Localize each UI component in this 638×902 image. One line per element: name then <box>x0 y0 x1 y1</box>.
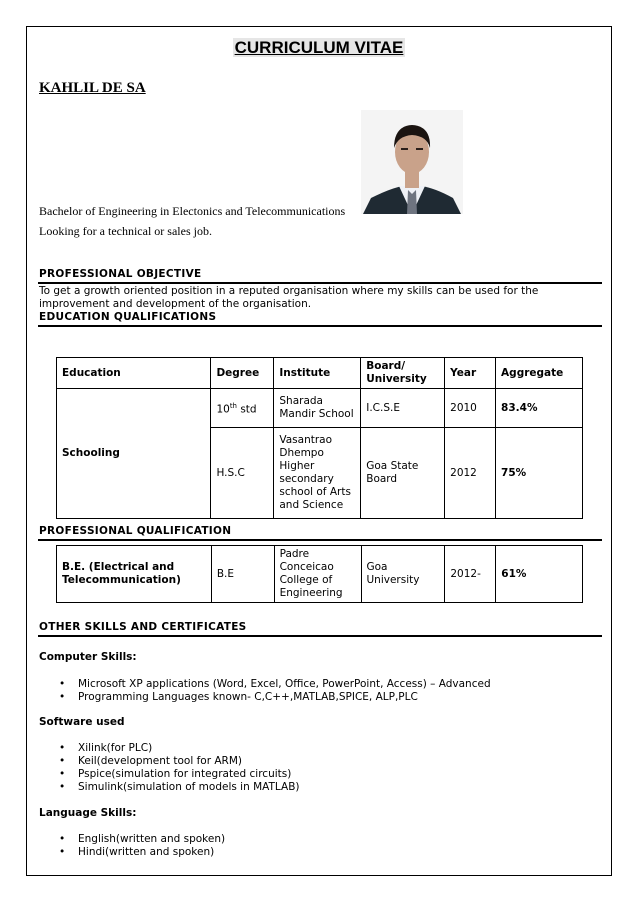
other-skills-heading: OTHER SKILLS AND CERTIFICATES <box>39 621 247 633</box>
language-list <box>59 833 225 859</box>
professional-qualification-heading: PROFESSIONAL QUALIFICATION <box>39 525 232 537</box>
software-list <box>59 742 300 794</box>
language-skills-heading: Language Skills: <box>39 807 137 819</box>
table-row <box>57 389 583 428</box>
list-item: • Xilink(for PLC) <box>59 742 300 755</box>
aggregate-cell: 75% <box>496 428 583 519</box>
board-cell: Goa University <box>361 546 445 603</box>
list-item: • Programming Languages known- C,C++,MATLAB,SPICE, ALP,PLC <box>59 691 491 704</box>
aggregate-cell: 61% <box>496 546 583 603</box>
aggregate-cell: 83.4% <box>496 389 583 428</box>
institute-cell: Vasantrao Dhempo Higher secondary school of Arts and Science <box>274 428 361 519</box>
list-item: • Microsoft XP applications (Word, Excel, Office, PowerPoint, Access) – Advanced <box>59 678 491 691</box>
education-table <box>56 357 583 519</box>
education-heading: EDUCATION QUALIFICATIONS <box>39 311 217 323</box>
software-used-heading: Software used <box>39 716 125 728</box>
header-board: Board/ University <box>361 358 445 389</box>
computer-skills-list <box>59 678 491 704</box>
section-rule <box>38 325 602 327</box>
board-cell: Goa State Board <box>361 428 445 519</box>
professional-qualification-table <box>56 545 583 603</box>
list-item: • Keil(development tool for ARM) <box>59 755 300 768</box>
table-header-row <box>57 358 583 389</box>
group-label-schooling: Schooling <box>57 389 211 519</box>
table-row <box>57 546 583 603</box>
section-rule <box>38 539 602 541</box>
section-rule <box>38 282 602 284</box>
year-cell: 2010 <box>445 389 496 428</box>
header-institute: Institute <box>274 358 361 389</box>
board-cell: I.C.S.E <box>361 389 445 428</box>
profile-photo-portrait <box>361 110 463 214</box>
computer-skills-heading: Computer Skills: <box>39 651 137 663</box>
year-cell: 2012- <box>445 546 496 603</box>
year-cell: 2012 <box>445 428 496 519</box>
section-rule <box>38 635 602 637</box>
list-item: • Simulink(simulation of models in MATLAB) <box>59 781 300 794</box>
institute-cell: Sharada Mandir School <box>274 389 361 428</box>
header-year: Year <box>445 358 496 389</box>
degree-cell: H.S.C <box>211 428 274 519</box>
course-cell: B.E. (Electrical and Telecommunication) <box>57 546 212 603</box>
header-aggregate: Aggregate <box>496 358 583 389</box>
professional-objective-heading: PROFESSIONAL OBJECTIVE <box>39 268 202 280</box>
list-item: • Hindi(written and spoken) <box>59 846 225 859</box>
professional-objective-text: To get a growth oriented position in a reputed organisation where my skills can be used for the improvement and development of the organisation. <box>39 285 539 310</box>
degree-line: Bachelor of Engineering in Electonics and Telecommunications <box>39 204 346 218</box>
degree-cell: 10th std <box>211 389 274 428</box>
list-item: • English(written and spoken) <box>59 833 225 846</box>
header-degree: Degree <box>211 358 274 389</box>
document-title: CURRICULUM VITAE <box>234 38 404 57</box>
list-item: • Pspice(simulation for integrated circuits) <box>59 768 300 781</box>
seeking-line: Looking for a technical or sales job. <box>39 224 212 238</box>
candidate-name: KAHLIL DE SA <box>39 80 146 96</box>
institute-cell: Padre Conceicao College of Engineering <box>274 546 361 603</box>
header-education: Education <box>57 358 211 389</box>
degree-cell: B.E <box>211 546 274 603</box>
profile-photo <box>361 110 463 214</box>
